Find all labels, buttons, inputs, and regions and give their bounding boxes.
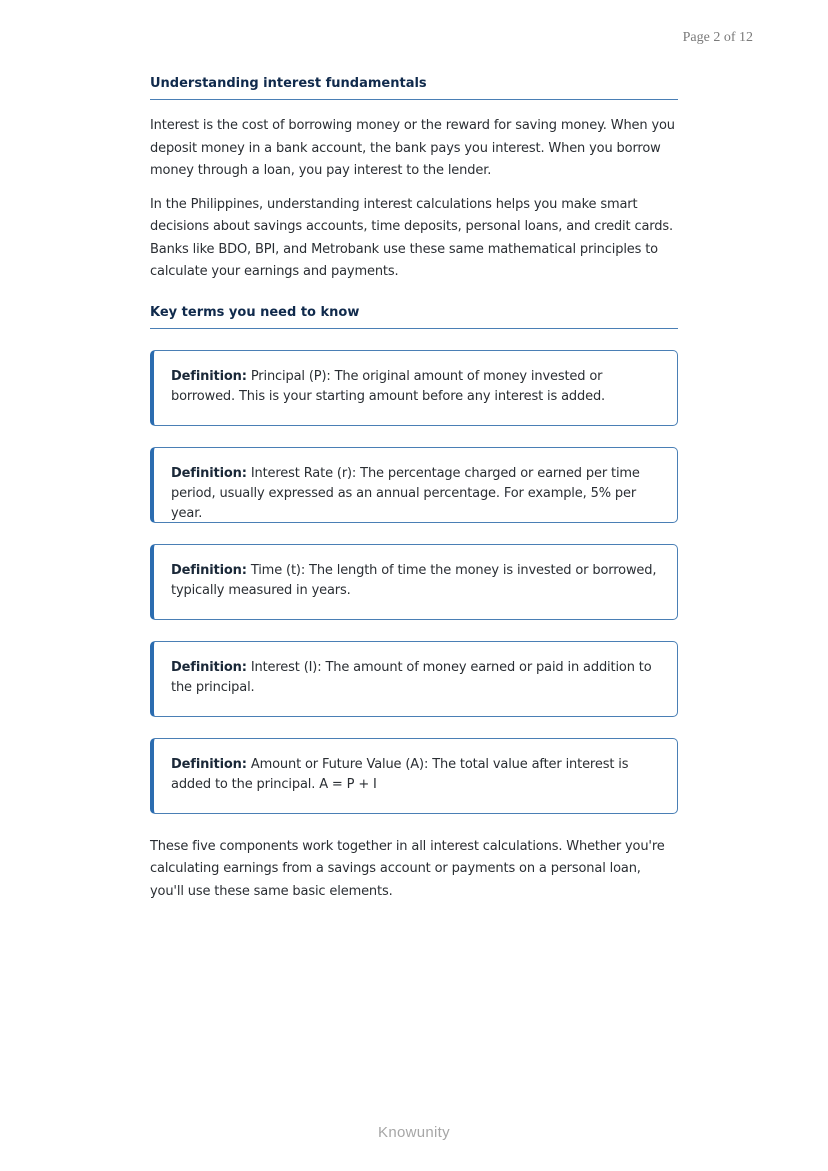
page-number: Page 2 of 12	[682, 30, 753, 45]
definition-box-interest	[150, 641, 678, 717]
document-content	[150, 76, 678, 914]
section-heading-key-terms: Key terms you need to know	[150, 305, 678, 329]
footer-brand: Knowunity	[378, 1124, 450, 1141]
definition-box-time	[150, 544, 678, 620]
definition-text: Principal (P): The original amount of money invested or borrowed. This is your starting amount before any interest is added.	[171, 368, 606, 404]
definition-text: Interest Rate (r): The percentage charged or earned per time period, usually expressed as an annual percentage. For example, 5% per year.	[171, 465, 640, 521]
definition-label: Definition:	[171, 368, 247, 384]
section-heading-interest-fundamentals: Understanding interest fundamentals	[150, 76, 678, 100]
definition-box-principal	[150, 350, 678, 426]
paragraph-philippines-context: In the Philippines, understanding interest calculations helps you make smart decisions about savings accounts, time deposits, personal loans, and credit cards. Banks like BDO, BPI, and Metrobank use these same mathematical principles to calculate your earnings and payments.	[150, 196, 673, 279]
definition-label: Definition:	[171, 465, 247, 481]
definition-label: Definition:	[171, 659, 247, 675]
paragraph-interest-definition: Interest is the cost of borrowing money or the reward for saving money. When you deposit money in a bank account, the bank pays you interest. When you borrow money through a loan, you pay interest to the lender.	[150, 118, 675, 178]
definition-text: Interest (I): The amount of money earned or paid in addition to the principal.	[171, 659, 652, 695]
definition-box-interest-rate	[150, 447, 678, 523]
paragraph-closing: These five components work together in all interest calculations. Whether you're calculating earnings from a savings account or payments on a personal loan, you'll use these same basic elements.	[150, 838, 665, 899]
definition-list	[150, 350, 678, 814]
definition-label: Definition:	[171, 756, 247, 772]
definition-box-future-value	[150, 738, 678, 814]
definition-text: Amount or Future Value (A): The total value after interest is added to the principal. A = P + I	[171, 756, 629, 792]
definition-text: Time (t): The length of time the money is invested or borrowed, typically measured in years.	[171, 562, 657, 598]
definition-label: Definition:	[171, 562, 247, 578]
